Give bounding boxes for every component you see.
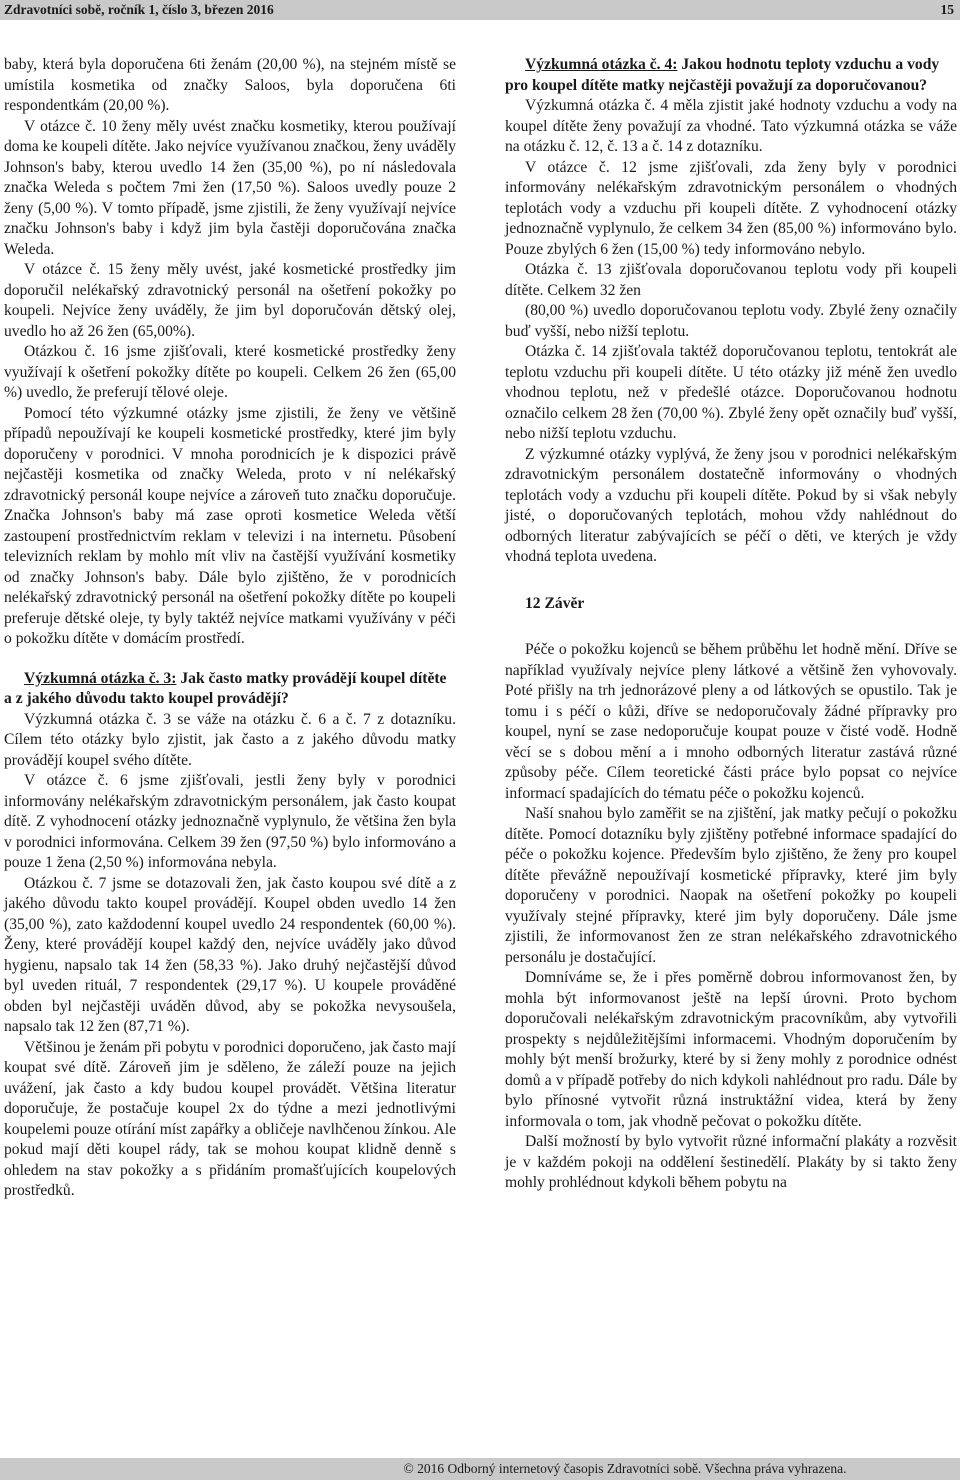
paragraph: Otázka č. 14 zjišťovala taktéž doporučovanou teplotu, tentokrát ale teplotu vzduchu při koupeli dítěte. U této otázky již méně žen uvedlo vhodnou teplotu, než v předešlé otázce. Doporučovanou hodnotu označilo celkem 28 žen (70,00 %). Zbylé ženy opět označily buď vyšší, nebo nižší teplotu vzduchu. bbox=[505, 343, 957, 442]
page-number: 15 bbox=[940, 2, 954, 17]
question-text: Jak často matky provádějí koupel dítěte a z jakého důvodu takto koupel provádějí? bbox=[4, 669, 447, 707]
paragraph: (80,00 %) uvedlo doporučovanou teplotu vody. Zbylé ženy označily buď vyšší, nebo nižší teplotu. bbox=[505, 302, 957, 340]
paragraph: Domníváme se, že i přes poměrně dobrou informovanost žen, by mohla být informovanost ještě na lepší úrovni. Proto bychom doporučovali nelékařským zdravotnickým pracovníkům, aby vytvořili prospekty s nejdůležitějšími informacemi. Vhodným doporučením by mohly být menší brožurky, které by si ženy mohly z porodnice odnést domů a v případě potřeby do nich kdykoli nahlédnout pro radu. Dále by bylo přínosné vytvořit různá instruktážní videa, která by ženy informovala o tom, jak vhodně pečovat o pokožku dítěte. bbox=[505, 969, 957, 1130]
section-heading: 12 Závěr bbox=[525, 594, 585, 612]
right-column bbox=[505, 55, 957, 1194]
paragraph: Pomocí této výzkumné otázky jsme zjistili, že ženy ve většině případů nepoužívají ke koupeli kosmetické prostředky, které jim byly doporučeny v porodnici. V mnoha porodnicích je k dispozici právě nejčastěji kosmetika od značky Weleda, proto v ní nelékařský zdravotnický personál koupe nejvíce a zároveň tuto značku doporučuje. Značka Johnson's baby má zase oproti kosmetice Weleda větší zastoupení prostřednictvím reklam v televizi i na internetu. Působení televizních reklam by mohlo mít vliv na častější využívání kosmetiky od značky Johnson's baby. Dále bylo zjištěno, že v porodnicích nelékařský zdravotnický personál na ošetření pokožky dítěte po koupeli preferuje dětské oleje, ty byly taktéž nejvíce matkami využívány v péči o pokožku dítěte v domácím prostředí. bbox=[4, 404, 456, 647]
running-header bbox=[0, 0, 960, 20]
paragraph: V otázce č. 12 jsme zjišťovali, zda ženy byly v porodnici informovány nelékařským zdravotnickým personálem o vhodných teplotách vody a vzduchu při koupeli dítěte. Z vyhodnocení otázky jednoznačně vyplynulo, že celkem 34 žen (85,00 %) informováno bylo. Pouze zbylých 6 žen (15,00 %) tedy informováno nebylo. bbox=[505, 158, 957, 258]
paragraph: V otázce č. 6 jsme zjišťovali, jestli ženy byly v porodnici informovány nelékařským zdravotnickým personálem, jak často koupat dítě. Z vyhodnocení otázky jednoznačně vyplynulo, že většina žen byla v porodnici informována. Celkem 39 žen (97,50 %) bylo informováno a pouze 1 žena (2,50 %) informována nebyla. bbox=[4, 772, 456, 871]
journal-title: Zdravotníci sobě, ročník 1, číslo 3, březen 2016 bbox=[4, 2, 274, 17]
spacer bbox=[4, 650, 456, 669]
paragraph: Další možností by bylo vytvořit různé informační plakáty a rozvěsit je v každém pokoji na oddělení šestinedělí. Plakáty by si takto ženy mohly prohlédnout kdykoli během pobytu na bbox=[505, 1133, 957, 1191]
research-question-3 bbox=[4, 669, 456, 710]
paragraph: V otázce č. 10 ženy měly uvést značku kosmetiky, kterou používají doma ke koupeli dítěte. Jako nejvíce využívanou značkou, ženy uváděly Johnson's baby, kterou uvedlo 14 žen (35,00 %), po ní následovala značka Weleda s počtem 7mi žen (17,50 %). Saloos uvedly pouze 2 ženy (5,00 %). V tomto případě, jsme zjistili, že ženy využívají nejvíce značku Johnson's baby i když jim byla častěji doporučována značka Weleda. bbox=[4, 117, 456, 258]
spacer bbox=[505, 568, 957, 594]
question-label: Výzkumná otázka č. 4: bbox=[525, 56, 678, 73]
paragraph: Otázka č. 13 zjišťovala doporučovanou teplotu vody při koupeli dítěte. Celkem 32 žen bbox=[505, 261, 957, 299]
left-column bbox=[4, 55, 456, 1202]
paragraph: V otázce č. 15 ženy měly uvést, jaké kosmetické prostředky jim doporučil nelékařský zdravotnický personál na ošetření pokožky po koupeli. Nejvíce ženy uváděly, že jim byl doporučován dětský olej, uvedlo ho až 26 žen (65,00%). bbox=[4, 261, 456, 340]
paragraph: Z výzkumné otázky vyplývá, že ženy jsou v porodnici nelékařským zdravotnickým personálem dostatečně informovány o vhodných teplotách vody a vzduchu při koupeli dítěte. Pokud by si však nebyly jisté, o doporučovaných teplotách, mohou vždy nahlédnout do odborných literatur zabývajících se péčí o děti, ve kterých je vždy vhodná teplota uvedena. bbox=[505, 445, 957, 565]
copyright-notice: © 2016 Odborný internetový časopis Zdravotníci sobě. Všechna práva vyhrazena. bbox=[403, 1461, 847, 1476]
paragraph: Péče o pokožku kojenců se během průběhu let hodně mění. Dříve se například využívaly nejvíce pleny látkové a většině žen vyhovovaly. Poté přišly na trh jednorázové pleny a od látkových se opustilo. Tak je tomu i s péčí o kůži, dříve se nedoporučovaly žádné přípravky pro koupel, nyní se zase nedoporučuje koupat pouze v čisté vodě. Hodně věcí se s dobou mění a i mnoho odborných literatur zastává různé způsoby péče. Cílem teoretické části práce bylo popsat co nejvíce informací spadajících do tématu péče o pokožku kojenců. bbox=[505, 641, 957, 802]
paragraph: Otázkou č. 7 jsme se dotazovali žen, jak často koupou své dítě a z jakého důvodu takto koupel provádějí. Koupel obden uvedlo 14 žen (35,00 %), zato každodenní koupel uvedlo 24 respondentek (60,00 %). Ženy, které provádějí koupel každý den, nejvíce uváděly jako důvod hygienu, napsalo tak 14 žen (58,33 %). Jako druhý nejčastější důvod byl uveden rituál, 7 respondentek (29,17 %). U koupele prováděné obden byl nejčastěji uváděn důvod, aby se pokožka nevysoušela, napsalo tak 12 žen (87,71 %). bbox=[4, 874, 456, 1035]
spacer bbox=[505, 614, 957, 640]
page-footer bbox=[0, 1458, 960, 1480]
paragraph: Otázkou č. 16 jsme zjišťovali, které kosmetické prostředky ženy využívají k ošetření pokožky dítěte po koupeli. Celkem 26 žen (65,00 %) uvedlo, že preferují tělové oleje. bbox=[4, 343, 456, 401]
research-question-4 bbox=[505, 55, 957, 96]
paragraph: Naší snahou bylo zaměřit se na zjištění, jak matky pečují o pokožku dítěte. Pomocí dotazníku byly zjištěny potřebné informace spadající do péče o pokožku kojence. Především bylo zjištěno, že ženy pro koupel dítěte převážně nepoužívají kosmetické přípravky, které jim byly doporučeny v porodnici. Naopak na ošetření pokožky po koupeli využívaly stejné přípravky, které jim byly doporučeny. Dále jsme zjistili, že informovanost žen ze stran nelékařského zdravotnického personálu je dostačující. bbox=[505, 805, 957, 966]
question-text: Jakou hodnotu teploty vzduchu a vody pro koupel dítěte matky nejčastěji považují za doporučovanou? bbox=[505, 56, 940, 94]
paragraph: Výzkumná otázka č. 3 se váže na otázku č. 6 a č. 7 z dotazníku. Cílem této otázky bylo zjistit, jak často a z jakého důvodu matky provádějí koupel svého dítěte. bbox=[4, 710, 456, 769]
paragraph: baby, která byla doporučena 6ti ženám (20,00 %), na stejném místě se umístila kosmetika od značky Saloos, byla doporučena 6ti respondentkám (20,00 %). bbox=[4, 56, 456, 114]
paragraph: Výzkumná otázka č. 4 měla zjistit jaké hodnoty vzduchu a vody na koupel dítěte ženy považují za vhodné. Tato výzkumná otázka se váže na otázku č. 12, č. 13 a č. 14 z dotazníku. bbox=[505, 97, 957, 155]
question-label: Výzkumná otázka č. 3: bbox=[24, 669, 177, 687]
paragraph: Většinou je ženám při pobytu v porodnici doporučeno, jak často mají koupat své dítě. Zároveň jim je sděleno, že záleží pouze na jejich uvážení, jak často a kdy budou koupel provádět. Většina literatur doporučuje, že postačuje koupel 2x do týdne a mezi jednotlivými koupelemi pouze otírání míst zapářky a obličeje navlhčenou žínkou. Ale pokud mají děti koupel rády, tak se mohou koupat klidně denně s ohledem na stav pokožky a s přidáním promašťujících koupelových prostředků. bbox=[4, 1038, 456, 1199]
